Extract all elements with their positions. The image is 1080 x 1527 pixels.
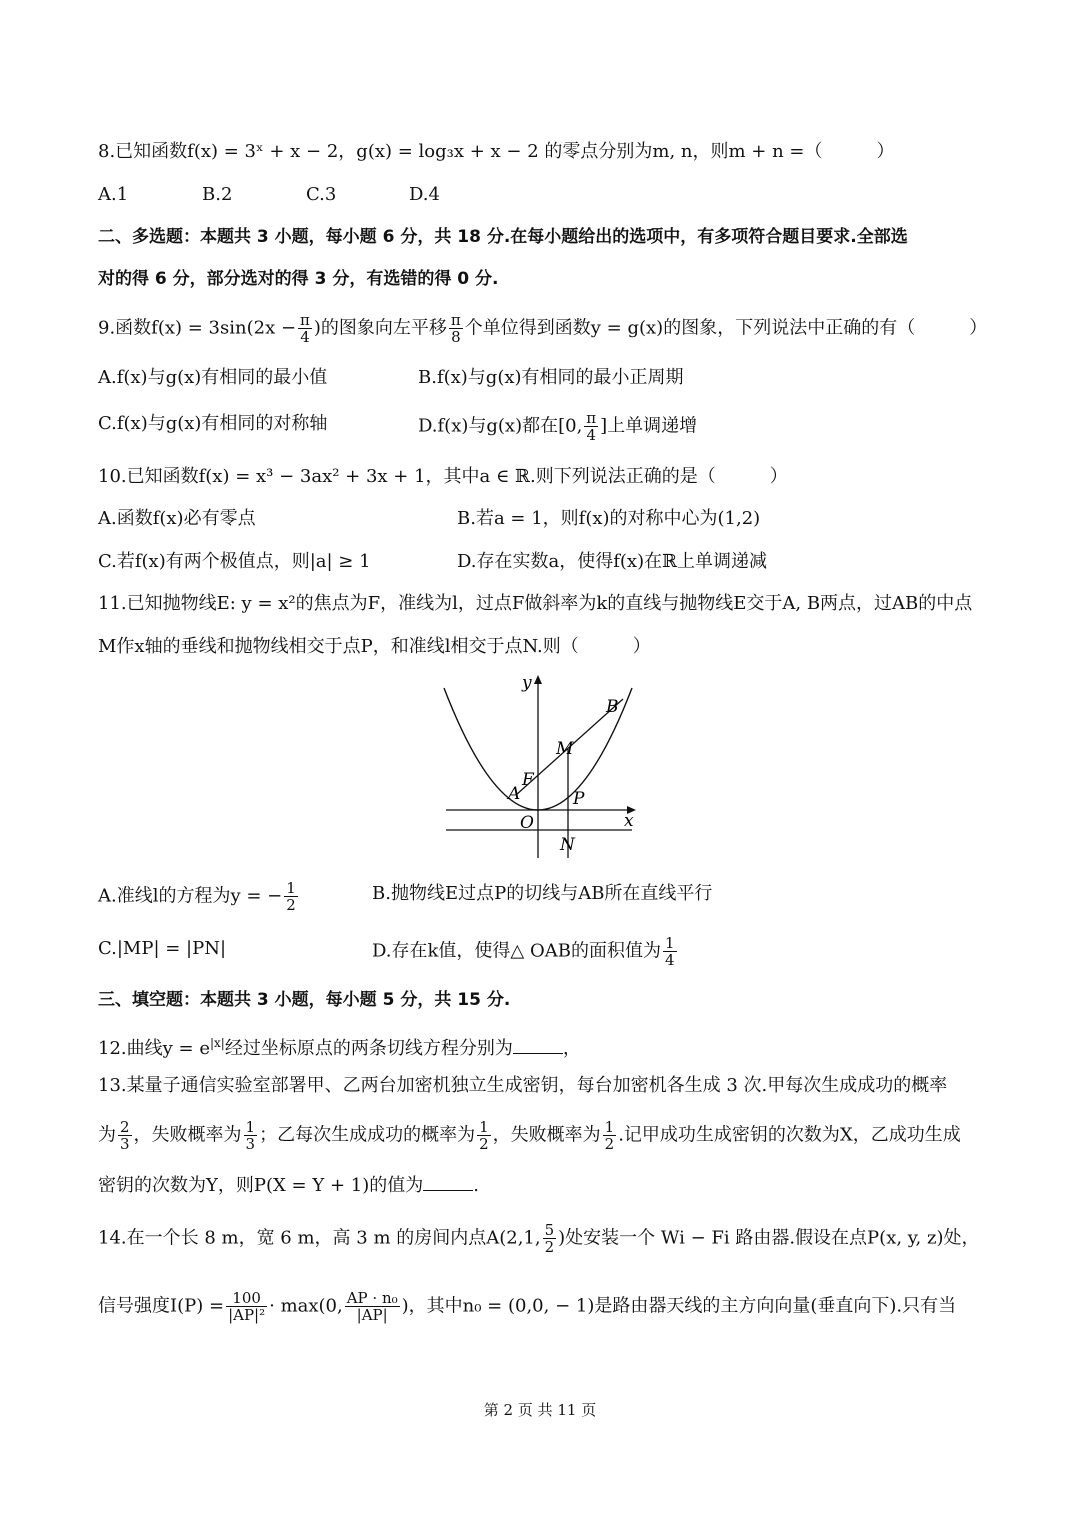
- q13-line2-part-a: 为: [98, 1124, 116, 1146]
- q9-frac1-num: π: [300, 311, 310, 329]
- q11-stem-line1: 11.已知抛物线E: y = x²的焦点为F，准线为l，过点F做斜率为k的直线与抛物线E交于A, B两点，过AB的中点: [98, 593, 973, 614]
- q13-stem-line2: [98, 1119, 961, 1152]
- q14-line2-part-c: )，其中n₀ = (0,0, − 1)是路由器天线的主方向向量(垂直向下).只有当: [401, 1295, 957, 1317]
- q9-optd-num: π: [586, 409, 597, 427]
- q9-stem-part-c: 个单位得到函数y = g(x)的图象，下列说法中正确的有（ ）: [464, 317, 988, 339]
- q14-l2-num: 100: [226, 1290, 267, 1307]
- y-axis-arrow: [534, 675, 542, 684]
- q11-option-a-fraction: [284, 880, 298, 913]
- page-number-footer: 第 2 页 共 11 页: [483, 1401, 597, 1419]
- q14-f-den: 2: [544, 1238, 555, 1256]
- q13-fraction-1-2-b: [603, 1119, 617, 1152]
- q14-line1-part-a: 14.在一个长 8 m，宽 6 m，高 3 m 的房间内点A(2,1,: [98, 1227, 541, 1249]
- q9-option-d-part-a: D.f(x)与g(x)都在[0,: [418, 415, 583, 437]
- q14-line2-part-b: · max(0,: [269, 1295, 343, 1317]
- q13-f1-num: 2: [120, 1118, 130, 1136]
- q13-f4-num: 1: [604, 1118, 615, 1136]
- q10-option-a: A.函数f(x)必有零点: [98, 508, 256, 529]
- q13-f3-num: 1: [479, 1118, 489, 1136]
- q12-answer-blank[interactable]: [513, 1035, 563, 1054]
- q8-option-a: A.1: [98, 184, 129, 205]
- q10-option-b: B.若a = 1，则f(x)的对称中心为(1,2): [457, 508, 761, 529]
- q13-f2-den: 3: [245, 1135, 256, 1153]
- label-f: F: [522, 770, 534, 790]
- q12-exponent: |x|: [209, 1036, 225, 1050]
- q13-line3-part-b: .: [473, 1175, 479, 1196]
- label-p: P: [573, 789, 585, 809]
- q13-f1-den: 3: [120, 1135, 130, 1153]
- q13-line2-part-c: ；乙每次生成成功的概率为: [259, 1124, 476, 1146]
- label-m: M: [556, 739, 574, 759]
- q14-l2-den: |AP|²: [228, 1306, 266, 1324]
- q12-stem-part-b: 经过坐标原点的两条切线方程分别为: [224, 1038, 513, 1059]
- q9-frac2-den: 8: [451, 328, 461, 346]
- q9-stem-part-b: )的图象向左平移: [313, 317, 447, 339]
- q14-stem-line1: [98, 1222, 980, 1255]
- q13-f3-den: 2: [479, 1135, 489, 1153]
- label-n: N: [560, 835, 575, 855]
- q13-line2-part-b: ，失败概率为: [133, 1124, 242, 1146]
- q11-opta-num: 1: [286, 879, 296, 897]
- q9-option-b: B.f(x)与g(x)有相同的最小正周期: [418, 367, 684, 388]
- q14-line2-part-a: 信号强度I(P) =: [98, 1295, 225, 1317]
- q11-option-d: [372, 935, 679, 968]
- label-b: B: [606, 697, 619, 717]
- q11-optd-den: 4: [664, 951, 675, 969]
- q14-stem-line2: [98, 1290, 956, 1323]
- q13-f4-den: 2: [604, 1135, 615, 1153]
- q13-line2-part-d: ，失败概率为: [492, 1124, 601, 1146]
- q14-fraction-cosine: [345, 1290, 400, 1323]
- q9-option-a: A.f(x)与g(x)有相同的最小值: [98, 367, 328, 388]
- section3-heading: 三、填空题：本题共 3 小题，每小题 5 分，共 15 分.: [98, 990, 511, 1010]
- q11-option-d-fraction: [663, 935, 677, 968]
- q13-line2-part-e: .记甲成功生成密钥的次数为X，乙成功生成: [618, 1124, 961, 1146]
- q13-line3-part-a: 密钥的次数为Y，则P(X = Y + 1)的值为: [98, 1175, 424, 1196]
- q9-fraction-pi-8: [449, 312, 463, 345]
- label-o: O: [520, 813, 534, 833]
- q11-option-b: B.抛物线E过点P的切线与AB所在直线平行: [372, 883, 713, 904]
- q8-option-d: D.4: [409, 184, 440, 205]
- q14-fraction-signal: [226, 1290, 267, 1323]
- q11-option-c: C.|MP| = |PN|: [98, 938, 227, 959]
- q9-stem: [98, 312, 987, 345]
- q14-fraction-5-2: [543, 1222, 557, 1255]
- section2-heading-line2: 对的得 6 分，部分选对的得 3 分，有选错的得 0 分.: [98, 269, 499, 289]
- q9-frac2-num: π: [450, 311, 461, 329]
- q9-optd-den: 4: [586, 426, 596, 444]
- section2-heading-line1: 二、多选题：本题共 3 小题，每小题 6 分，共 18 分.在每小题给出的选项中，有多项符合题目要求.全部选: [98, 227, 908, 247]
- q13-fraction-2-3: [118, 1119, 132, 1152]
- q9-option-c: C.f(x)与g(x)有相同的对称轴: [98, 413, 328, 434]
- q12-stem-part-a: 12.曲线y = e: [98, 1038, 210, 1059]
- q14-line1-part-b: )处安装一个 Wi − Fi 路由器.假设在点P(x, y, z)处，: [558, 1227, 980, 1249]
- q14-l2-den2: |AP|: [356, 1306, 388, 1324]
- q11-option-a: [98, 880, 300, 913]
- q10-option-c: C.若f(x)有两个极值点，则|a| ≥ 1: [98, 551, 371, 572]
- q9-fraction-pi-4: [298, 312, 312, 345]
- label-y: y: [522, 673, 532, 693]
- q11-stem-line2: M作x轴的垂线和抛物线相交于点P，和准线l相交于点N.则（ ）: [98, 636, 651, 657]
- q10-stem: 10.已知函数f(x) = x³ − 3ax² + 3x + 1，其中a ∈ ℝ.则下列说法正确的是（ ）: [98, 466, 788, 487]
- label-a: A: [508, 784, 521, 804]
- label-x: x: [624, 811, 634, 831]
- parabola-figure: [440, 672, 650, 862]
- q9-frac1-den: 4: [300, 328, 310, 346]
- q10-option-d: D.存在实数a，使得f(x)在ℝ上单调递减: [457, 551, 768, 572]
- q13-stem-line1: 13.某量子通信实验室部署甲、乙两台加密机独立生成密钥，每台加密机各生成 3 次.甲每次生成成功的概率: [98, 1075, 948, 1096]
- q8-stem: 8.已知函数f(x) = 3ˣ + x − 2，g(x) = log₃x + x − 2 的零点分别为m, n，则m + n =（ ）: [98, 141, 895, 162]
- q9-option-d-part-b: ]上单调递增: [600, 415, 698, 437]
- q11-option-d-text: D.存在k值，使得△ OAB的面积值为: [372, 940, 661, 962]
- q9-stem-part-a: 9.函数f(x) = 3sin(2x −: [98, 317, 297, 339]
- q9-option-d: [418, 410, 697, 443]
- q12-stem: [98, 1029, 581, 1063]
- q12-stem-part-c: ，: [562, 1038, 581, 1059]
- q11-optd-num: 1: [664, 934, 675, 952]
- q13-stem-line3: [98, 1172, 479, 1200]
- q13-fraction-1-2-a: [477, 1119, 491, 1152]
- q8-option-c: C.3: [306, 184, 337, 205]
- q14-l2-num2: AP · n₀: [346, 1289, 398, 1307]
- q11-opta-den: 2: [286, 896, 296, 914]
- q13-fraction-1-3: [244, 1119, 258, 1152]
- q13-answer-blank[interactable]: [423, 1172, 473, 1191]
- q11-option-a-text: A.准线l的方程为y = −: [98, 885, 283, 907]
- q13-f2-num: 1: [245, 1118, 256, 1136]
- q9-option-d-fraction: [584, 410, 598, 443]
- q14-f-num: 5: [544, 1221, 555, 1239]
- q8-option-b: B.2: [202, 184, 233, 205]
